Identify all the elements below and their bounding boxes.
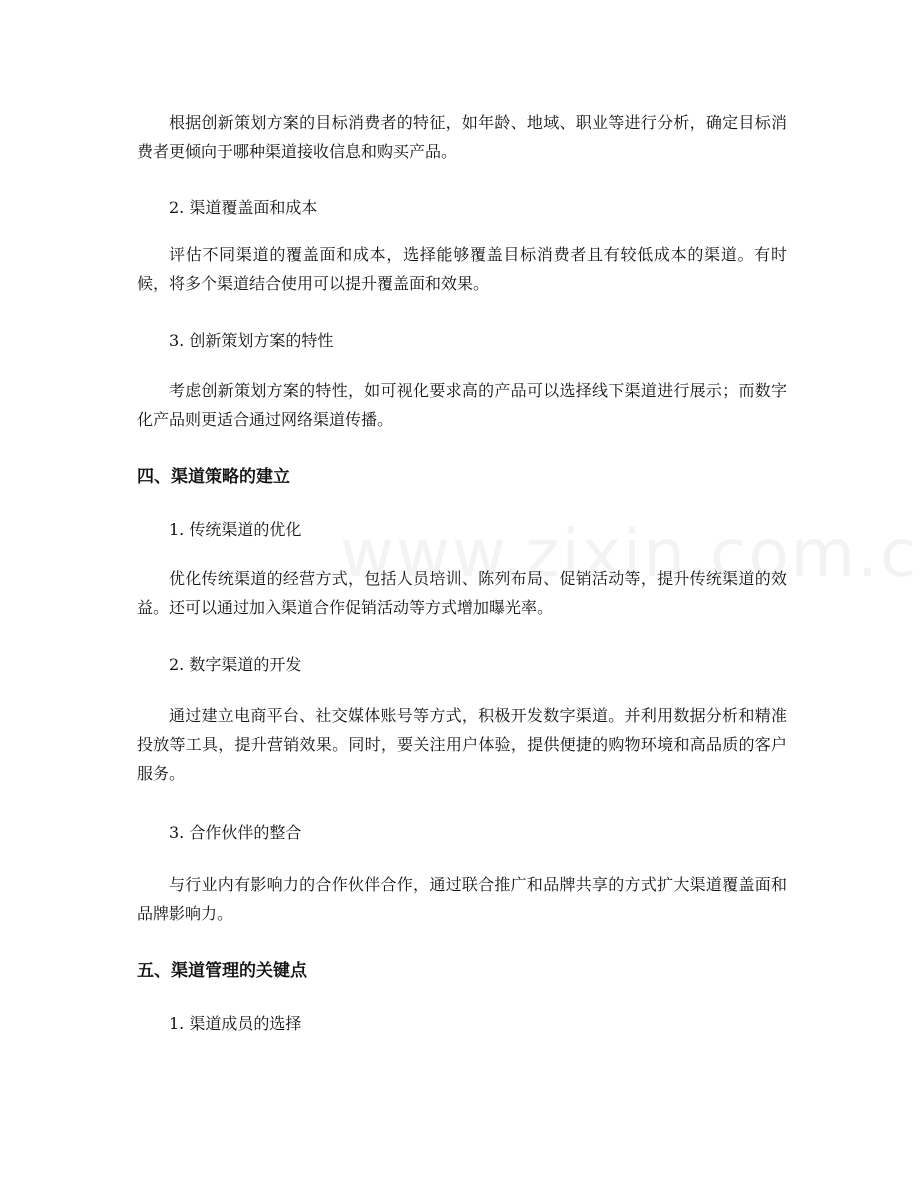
section-heading: 五、渠道管理的关键点 — [137, 961, 307, 981]
paragraph: 评估不同渠道的覆盖面和成本，选择能够覆盖目标消费者且有较低成本的渠道。有时候，将多个渠道结合使用可以提升覆盖面和效果。 — [137, 245, 787, 293]
subheading: 2. 渠道覆盖面和成本 — [169, 198, 318, 217]
subheading: 1. 渠道成员的选择 — [169, 1014, 302, 1033]
subheading: 1. 传统渠道的优化 — [169, 520, 302, 539]
subheading: 3. 合作伙伴的整合 — [169, 823, 302, 842]
paragraph: 根据创新策划方案的目标消费者的特征，如年龄、地域、职业等进行分析，确定目标消费者更倾向于哪种渠道接收信息和购买产品。 — [137, 113, 787, 161]
paragraph: 考虑创新策划方案的特性，如可视化要求高的产品可以选择线下渠道进行展示；而数字化产品则更适合通过网络渠道传播。 — [137, 381, 787, 429]
paragraph: 与行业内有影响力的合作伙伴合作，通过联合推广和品牌共享的方式扩大渠道覆盖面和品牌影响力。 — [137, 875, 787, 923]
section-heading: 四、渠道策略的建立 — [137, 467, 290, 487]
subheading: 2. 数字渠道的开发 — [169, 655, 302, 674]
subheading: 3. 创新策划方案的特性 — [169, 331, 334, 350]
paragraph: 通过建立电商平台、社交媒体账号等方式，积极开发数字渠道。并利用数据分析和精准投放等工具，提升营销效果。同时，要关注用户体验，提供便捷的购物环境和高品质的客户服务。 — [137, 706, 787, 783]
paragraph: 优化传统渠道的经营方式，包括人员培训、陈列布局、促销活动等，提升传统渠道的效益。还可以通过加入渠道合作促销活动等方式增加曝光率。 — [137, 569, 787, 617]
